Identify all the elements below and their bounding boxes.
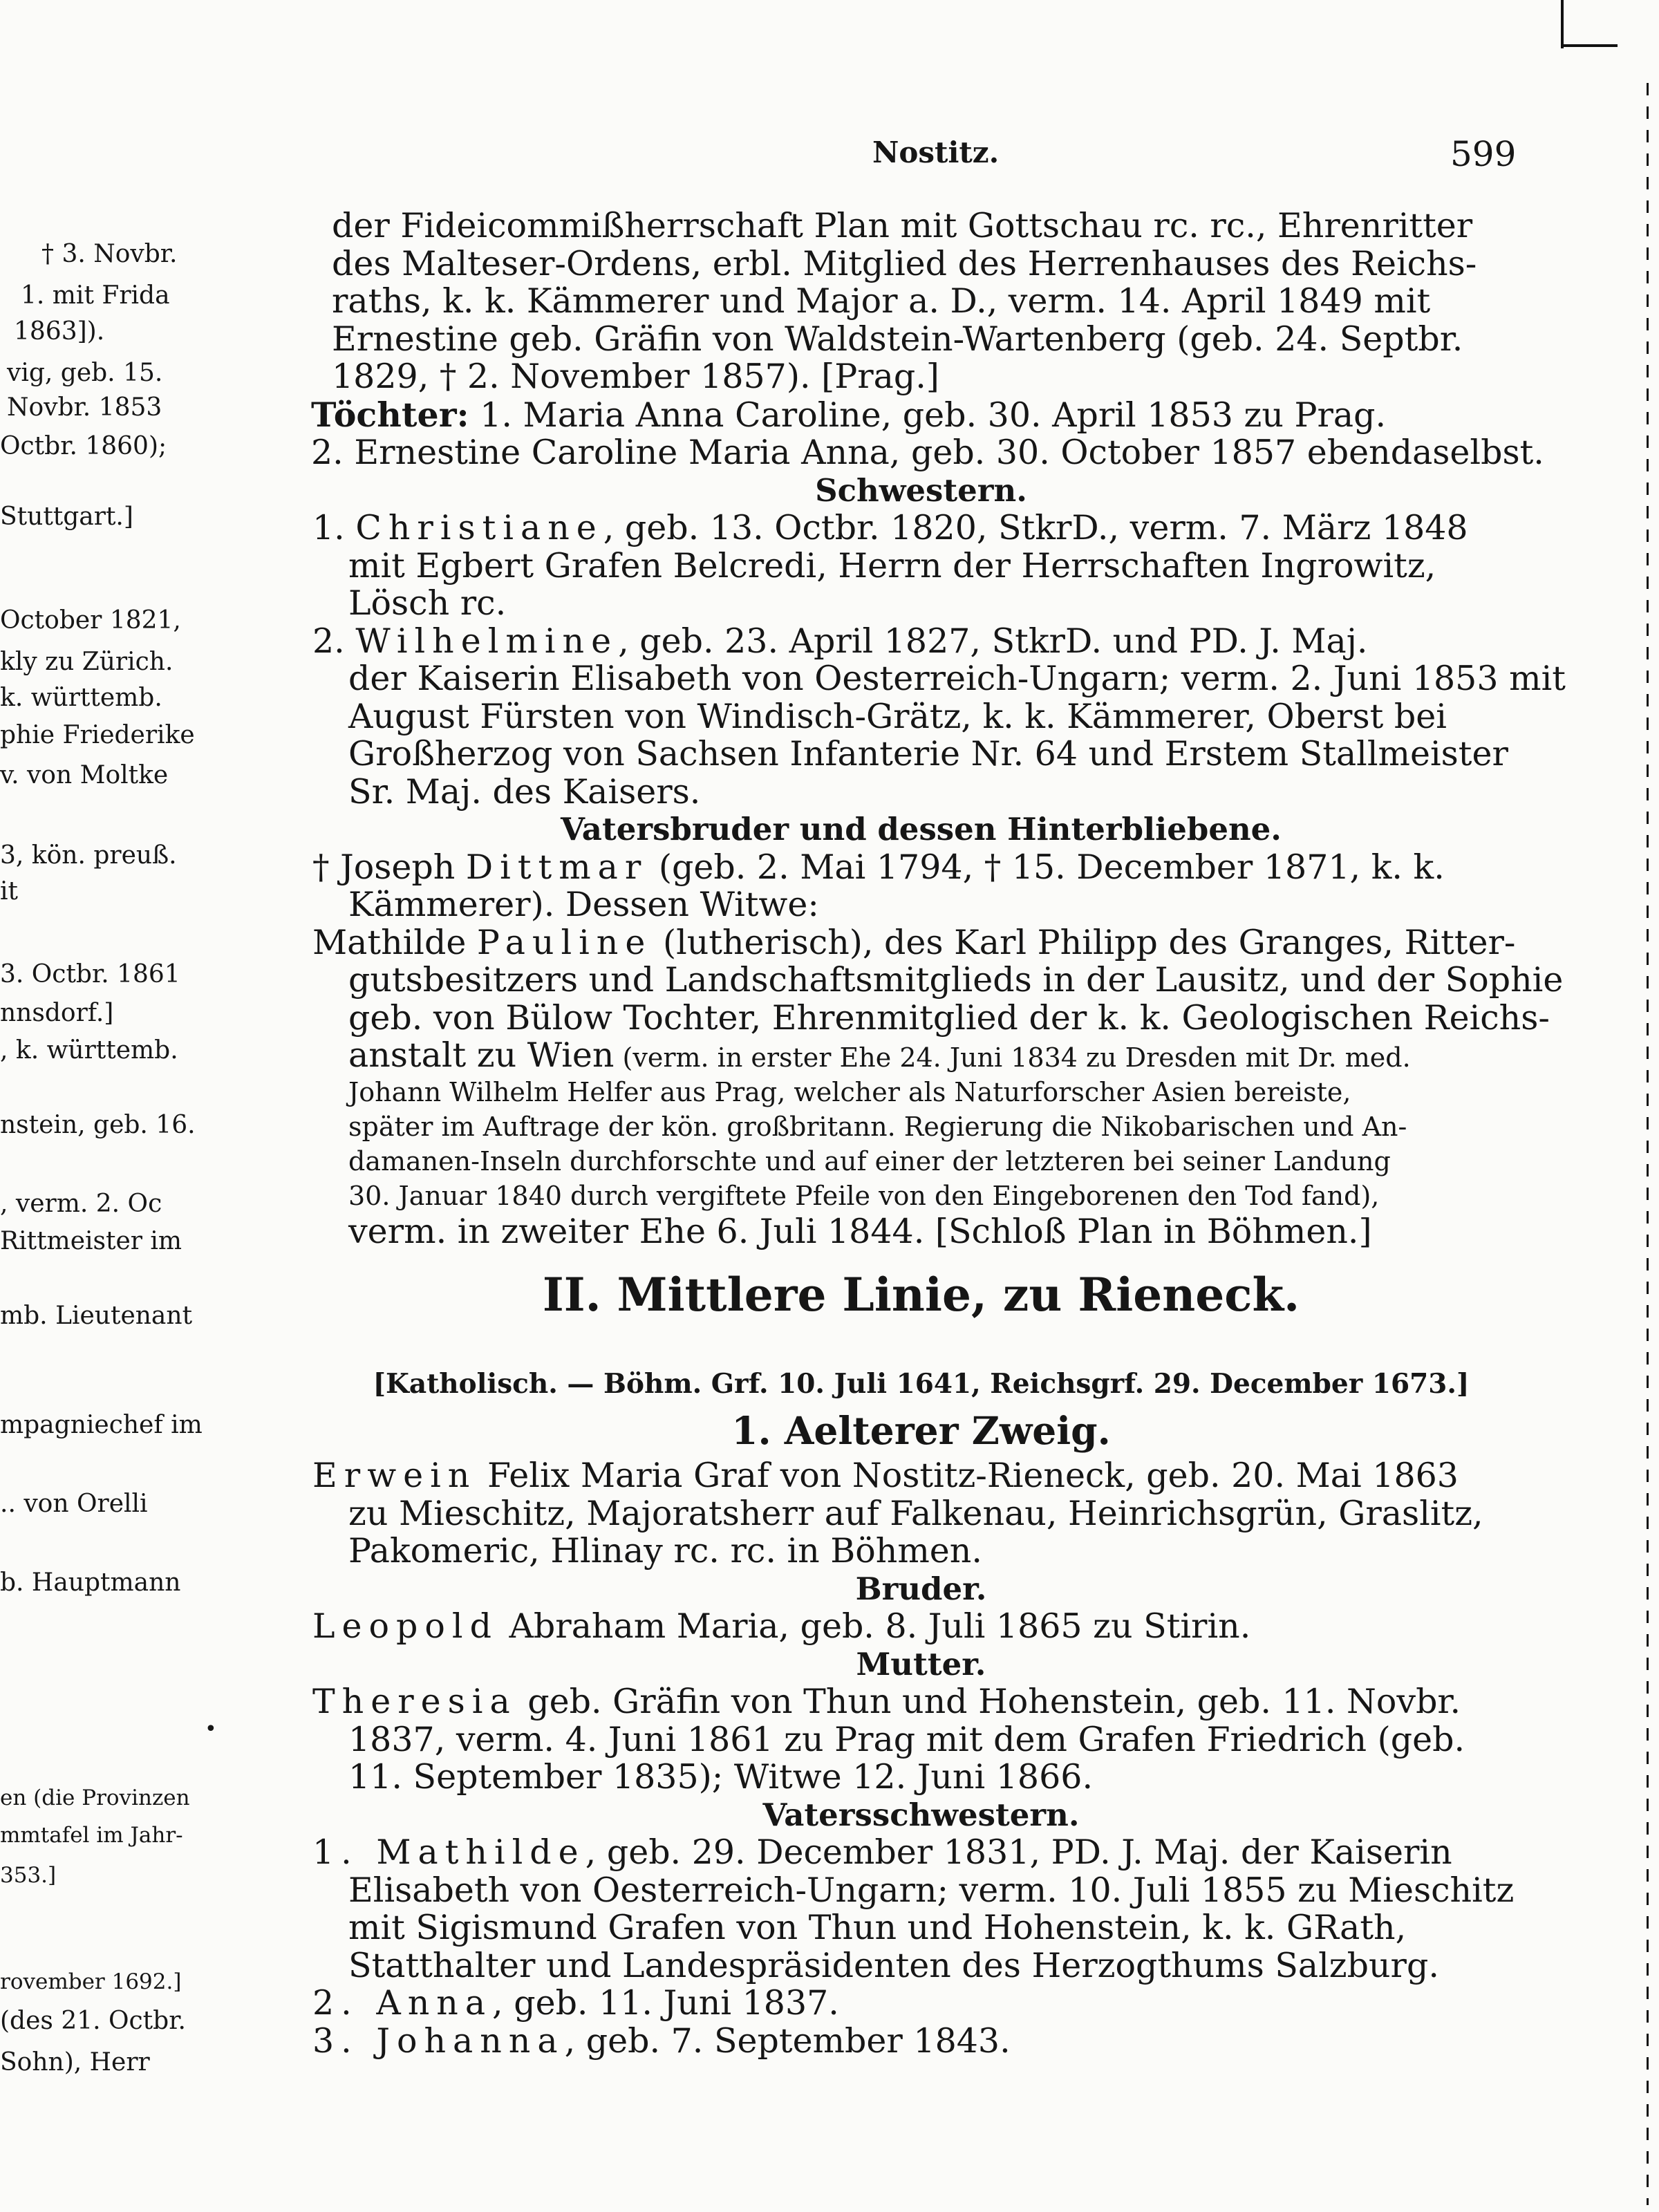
- text-line: , geb. 23. April 1827, StkrD. und PD. J. Maj.: [618, 621, 1368, 661]
- section-heading-mittlere-linie: II. Mittlere Linie, zu Rieneck.: [542, 1267, 1300, 1322]
- text-line: anstalt zu Wien: [348, 1035, 615, 1075]
- vatersschwestern-list: [312, 1833, 1515, 2061]
- text-line: , geb. 13. Octbr. 1820, StkrD., verm. 7. März 1848: [603, 508, 1468, 547]
- small-note: (verm. in erster Ehe 24. Juni 1834 zu Dresden mit Dr. med.: [614, 1042, 1411, 1073]
- text-line: der Kaiserin Elisabeth von Oesterreich-Ungarn; verm. 2. Juni 1853 mit: [348, 659, 1566, 698]
- left-fragment: 1863]).: [14, 317, 105, 346]
- erwein-entry: [312, 1457, 1510, 1571]
- left-fragment: .. von Orelli: [0, 1490, 148, 1518]
- death-prefix: † Joseph: [312, 847, 466, 887]
- heading-vatersbruder: Vatersbruder und dessen Hinterbliebene.: [561, 811, 1282, 847]
- toechter-item-2: 2. Ernestine Caroline Maria Anna, geb. 30. October 1857 ebendaselbst.: [311, 433, 1544, 472]
- left-fragment: Novbr. 1853: [7, 393, 162, 422]
- text-line: (lutherisch), des Karl Philipp des Granges, Ritter-: [652, 922, 1516, 962]
- person-name: 3. Johanna: [312, 2021, 565, 2061]
- heading-vatersschwestern: Vatersschwestern.: [762, 1796, 1080, 1833]
- left-fragment: en (die Provinzen: [0, 1785, 190, 1810]
- left-fragment: mb. Lieutenant: [0, 1302, 193, 1330]
- toechter-label: Töchter:: [311, 394, 469, 435]
- page-edge-mark: [1561, 0, 1564, 48]
- left-fragment: 1. mit Frida: [21, 281, 170, 310]
- left-fragment: mmtafel im Jahr-: [0, 1823, 183, 1848]
- joseph-entry: [312, 849, 1510, 924]
- theresia-entry: [312, 1683, 1510, 1797]
- text-line: Ernestine geb. Gräfin von Waldstein-Wartenberg (geb. 24. Septbr.: [332, 319, 1463, 359]
- section-subtitle: [Katholisch. — Böhm. Grf. 10. Juli 1641, Reichsgrf. 29. December 1673.]: [373, 1368, 1470, 1400]
- text-line: Pakomeric, Hlinay rc. rc. in Böhmen.: [348, 1531, 982, 1571]
- text-line: zu Mieschitz, Majoratsherr auf Falkenau, Heinrichsgrün, Graslitz,: [348, 1493, 1483, 1533]
- text-line: , geb. 11. Juni 1837.: [492, 1983, 839, 2023]
- person-name: Erwein: [312, 1456, 477, 1496]
- left-fragment: b. Hauptmann: [0, 1568, 181, 1597]
- text-line: Großherzog von Sachsen Infanterie Nr. 64 und Erstem Stallmeister: [348, 734, 1508, 774]
- leopold-entry: [312, 1608, 1510, 1646]
- small-note-line: 30. Januar 1840 durch vergiftete Pfeile von den Eingeborenen den Tod fand),: [348, 1181, 1380, 1211]
- left-fragment: (des 21. Octbr.: [0, 2007, 186, 2035]
- text-line: , geb. 7. September 1843.: [564, 2021, 1011, 2061]
- text-line: August Fürsten von Windisch-Grätz, k. k. Kämmerer, Oberst bei: [348, 696, 1447, 736]
- left-fragment: Rittmeister im: [0, 1227, 182, 1255]
- text-line: mit Egbert Grafen Belcredi, Herrn der Herrschaften Ingrowitz,: [348, 545, 1436, 585]
- small-note-line: später im Auftrage der kön. großbritann. Regierung die Nikobarischen und An-: [348, 1112, 1407, 1142]
- person-name: Christiane: [355, 508, 603, 547]
- text-line: 1829, † 2. November 1857). [Prag.]: [332, 357, 939, 396]
- first-name: Mathilde: [312, 922, 477, 962]
- text-line: Lösch rc.: [348, 583, 507, 623]
- text-line: des Malteser-Ordens, erbl. Mitglied des Herrenhauses des Reichs-: [332, 243, 1477, 283]
- left-fragment: phie Friederike: [0, 721, 195, 749]
- text-line: raths, k. k. Kämmerer und Major a. D., verm. 14. April 1849 mit: [332, 281, 1431, 321]
- stray-mark: •: [205, 1717, 217, 1741]
- left-fragment: Octbr. 1860);: [0, 432, 167, 460]
- small-note-line: damanen-Inseln durchforschte und auf einer der letzteren bei seiner Landung: [348, 1146, 1391, 1177]
- text-line: , geb. 29. December 1831, PD. J. Maj. der Kaiserin: [585, 1833, 1452, 1873]
- left-fragment: kly zu Zürich.: [0, 648, 174, 676]
- text-line: 11. September 1835); Witwe 12. Juni 1866.: [348, 1757, 1094, 1797]
- left-fragment: Stuttgart.]: [0, 503, 133, 531]
- text-line: Statthalter und Landespräsidenten des Herzogthums Salzburg.: [348, 1945, 1439, 1985]
- person-name: Pauline: [476, 922, 653, 962]
- person-name: Wilhelmine: [355, 621, 619, 661]
- left-fragment: nstein, geb. 16.: [0, 1111, 196, 1139]
- text-line: 1837, verm. 4. Juni 1861 zu Prag mit dem Grafen Friedrich (geb.: [348, 1719, 1465, 1759]
- person-name: 1. Mathilde: [312, 1833, 585, 1873]
- text-line: Sr. Maj. des Kaisers.: [348, 771, 701, 812]
- left-fragment: mpagniechef im: [0, 1411, 203, 1439]
- schwester-christiane: 1. Christiane, geb. 13. Octbr. 1820, StkrD., verm. 7. März 1848 mit Egbert Grafen Belcredi, Herrn der Herrschaften Ingrowitz, Lösch rc.: [312, 509, 1510, 623]
- mathilde-entry: [312, 922, 1564, 1251]
- text-line: geb. Gräfin von Thun und Hohenstein, geb. 11. Novbr.: [516, 1682, 1461, 1722]
- text-line: geb. von Bülow Tochter, Ehrenmitglied der k. k. Geologischen Reichs-: [348, 997, 1550, 1038]
- left-fragment: k. württemb.: [0, 684, 162, 712]
- person-name: Theresia: [312, 1682, 517, 1722]
- text-line: mit Sigismund Grafen von Thun und Hohenstein, k. k. GRath,: [348, 1908, 1407, 1948]
- person-name: 2. Anna: [312, 1983, 493, 2023]
- main-column: [311, 206, 1566, 2061]
- toechter-list: [311, 394, 1544, 472]
- intro-entry: [332, 207, 1510, 396]
- left-fragment: , verm. 2. Oc: [0, 1190, 162, 1218]
- text-line: der Fideicommißherrschaft Plan mit Gottschau rc. rc., Ehrenritter: [332, 206, 1473, 245]
- person-name: Dittmar: [465, 847, 648, 887]
- left-fragment: v. von Moltke: [0, 761, 169, 789]
- left-fragment: nnsdorf.]: [0, 999, 114, 1027]
- left-fragment: rovember 1692.]: [0, 1969, 182, 1994]
- running-head-title: Nostitz.: [872, 135, 1000, 169]
- heading-mutter: Mutter.: [856, 1645, 986, 1683]
- small-note-line: Johann Wilhelm Helfer aus Prag, welcher als Naturforscher Asien bereiste,: [348, 1077, 1351, 1107]
- right-margin-rule: [1647, 83, 1649, 2205]
- text-line: (geb. 2. Mai 1794, † 15. December 1871, k. k.: [648, 847, 1445, 887]
- text-line: gutsbesitzers und Landschaftsmitglieds in der Lausitz, und der Sophie: [348, 960, 1564, 1000]
- text-line: Elisabeth von Oesterreich-Ungarn; verm. 10. Juli 1855 zu Mieschitz: [348, 1870, 1515, 1910]
- toechter-item-1: 1. Maria Anna Caroline, geb. 30. April 1853 zu Prag.: [480, 395, 1387, 435]
- schwester-wilhelmine: 2. Wilhelmine, geb. 23. April 1827, StkrD. und PD. J. Maj. der Kaiserin Elisabeth von Oesterreich-Ungarn; verm. 2. Juni 1853 mit August Fürsten von Windisch-Grätz, k. k. Kämmerer, Oberst bei Großherzog von Sachsen Infanterie Nr. 64 und Erstem Stallmeister Sr. Maj. des Kaisers.: [312, 621, 1566, 812]
- text-line: verm. in zweiter Ehe 6. Juli 1844. [Schloß Plan in Böhmen.]: [348, 1212, 1372, 1251]
- left-fragment: Sohn), Herr: [0, 2048, 150, 2077]
- left-fragment: October 1821,: [0, 606, 181, 635]
- left-fragment: † 3. Novbr.: [41, 240, 178, 268]
- left-fragment: 3, kön. preuß.: [0, 841, 177, 870]
- left-fragment: vig, geb. 15.: [7, 359, 163, 387]
- left-fragment: , k. württemb.: [0, 1036, 178, 1065]
- branch-heading: 1. Aelterer Zweig.: [731, 1408, 1111, 1454]
- page-edge-mark-horizontal: [1561, 44, 1618, 47]
- text-line: Abraham Maria, geb. 8. Juli 1865 zu Stirin.: [498, 1606, 1251, 1647]
- person-name: Leopold: [312, 1606, 498, 1647]
- text-line: Felix Maria Graf von Nostitz-Rieneck, geb. 20. Mai 1863: [476, 1456, 1459, 1496]
- page-number: 599: [1450, 134, 1517, 174]
- text-line: Kämmerer). Dessen Witwe:: [348, 885, 819, 924]
- heading-bruder: Bruder.: [855, 1570, 987, 1607]
- heading-schwestern: Schwestern.: [815, 471, 1027, 509]
- left-fragment: 3. Octbr. 1861: [0, 960, 180, 988]
- left-fragment: it: [0, 877, 18, 906]
- left-fragment: 353.]: [0, 1863, 57, 1888]
